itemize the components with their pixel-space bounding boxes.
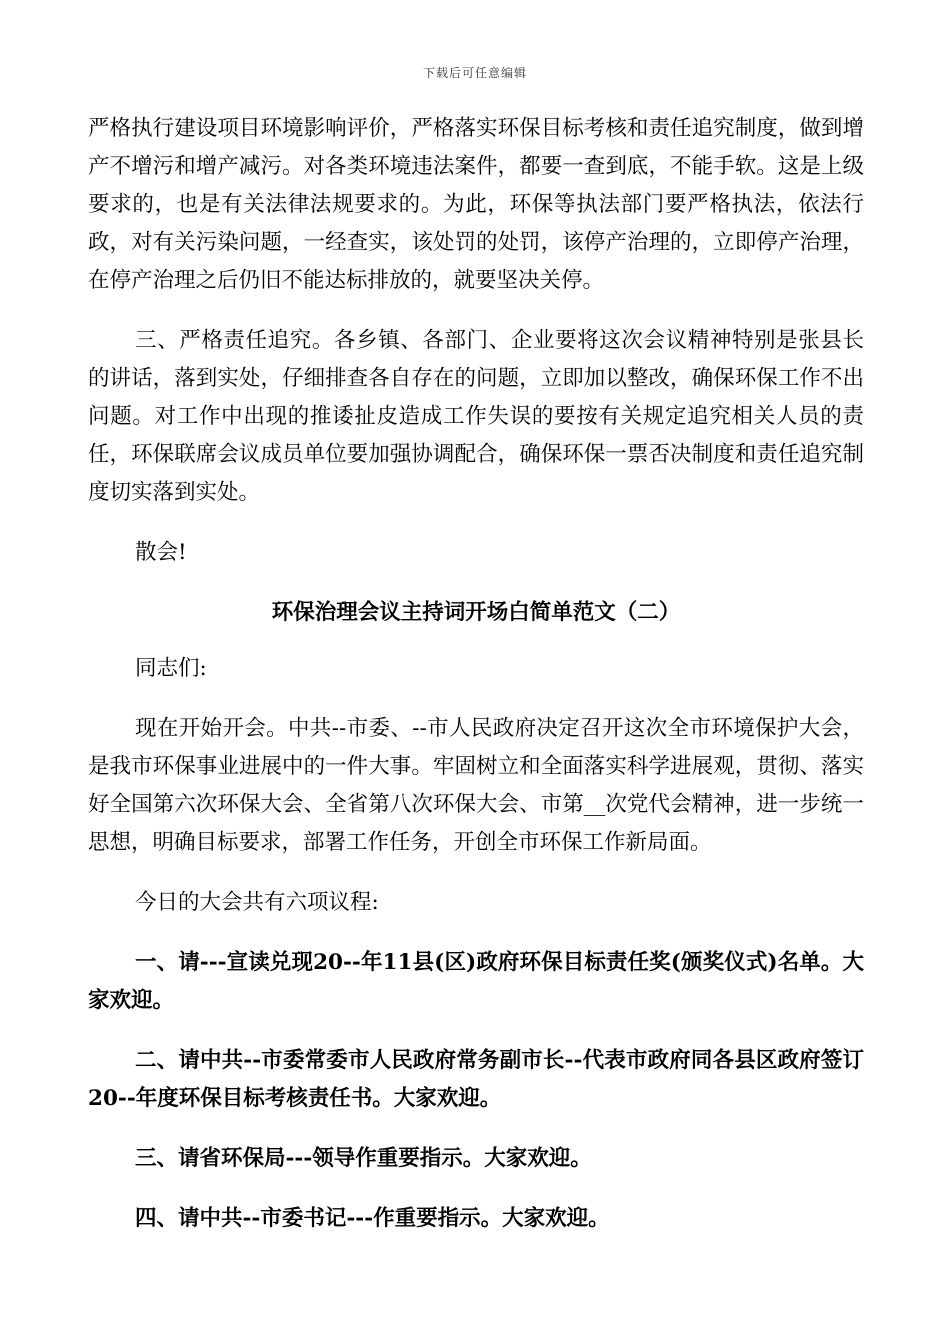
agenda-item-3: 三、请省环保局---领导作重要指示。大家欢迎。	[135, 1146, 592, 1171]
paragraph-5: 现在开始开会。中共--市委、--市人民政府决定召开这次全市环境保护大会，是我市环保事业进展中的一件大事。牢固树立和全面落实科学进展观，贯彻、落实好全国第六次环保大会、全省第八次环保大会、市第__次党代会精神，进一步统一思想，明确目标要求，部署工作任务，开创全市环保工作新局面。	[88, 716, 864, 855]
page-header: 下载后可任意编辑	[422, 66, 527, 80]
paragraph-2: 三、严格责任追究。各乡镇、各部门、企业要将这次会议精神特别是张县长的讲话，落到实处，仔细排查各自存在的问题，立即加以整改，确保环保工作不出问题。对工作中出现的推诿扯皮造成工作失误的要按有关规定追究相关人员的责任，环保联席会议成员单位要加强协调配合，确保环保一票否决制度和责任追究制度切实落到实处。	[88, 328, 864, 505]
paragraph-6: 今日的大会共有六项议程:	[135, 890, 379, 915]
paragraph-3: 散会!	[135, 540, 187, 565]
agenda-item-4: 四、请中共--市委书记---作重要指示。大家欢迎。	[135, 1206, 610, 1231]
agenda-item-1: 一、请---宣读兑现20--年11县(区)政府环保目标责任奖(颁奖仪式)名单。大家欢迎。	[88, 950, 864, 1013]
document-body	[88, 110, 864, 1260]
paragraph-1: 严格执行建设项目环境影响评价，严格落实环保目标考核和责任追究制度，做到增产不增污和增产减污。对各类环境违法案件，都要一查到底，不能手软。这是上级要求的，也是有关法律法规要求的。为此，环保等执法部门要严格执法，依法行政，对有关污染问题，一经查实，该处罚的处罚，该停产治理的，立即停产治理，在停产治理之后仍旧不能达标排放的，就要坚决关停。	[88, 116, 864, 293]
section-title: 环保治理会议主持词开场白简单范文（二）	[271, 600, 681, 625]
agenda-item-2: 二、请中共--市委常委市人民政府常务副市长--代表市政府同各县区政府签订20--年度环保目标考核责任书。大家欢迎。	[88, 1048, 864, 1111]
paragraph-4: 同志们:	[135, 656, 207, 681]
